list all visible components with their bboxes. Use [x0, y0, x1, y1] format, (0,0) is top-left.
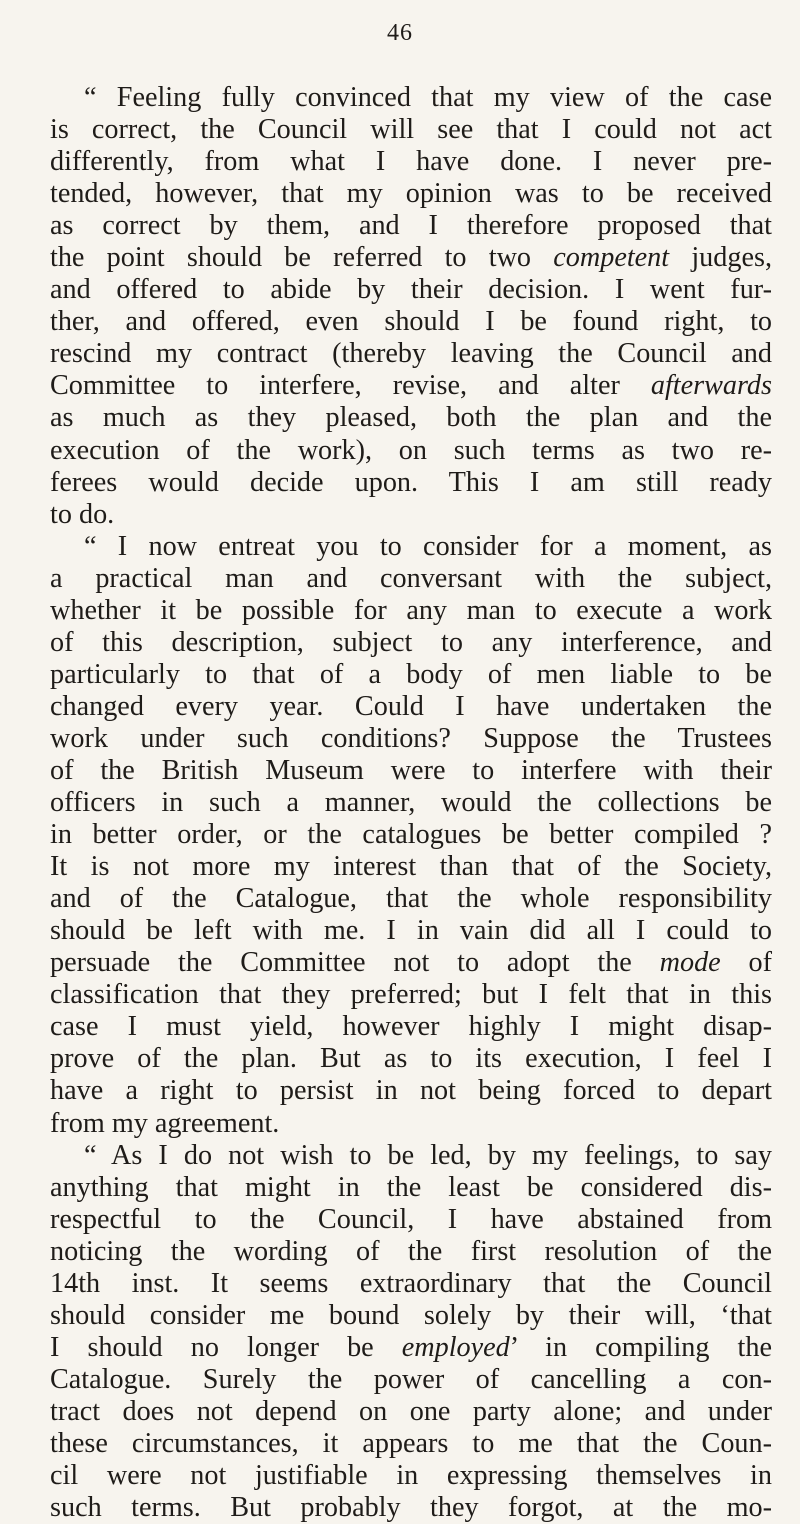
text-line [50, 114, 772, 146]
text-line [50, 146, 772, 178]
text-run: judges, [669, 242, 772, 274]
text-line [50, 1492, 772, 1524]
text-line [50, 979, 772, 1011]
text-run: these circumstances, it appears to me that the Coun- [50, 1427, 772, 1459]
text-run: as correct by them, and I therefore proposed that [50, 210, 772, 242]
text-run: differently, from what I have done. I never pre- [50, 146, 772, 178]
text-run: ’ in compiling the [509, 1331, 772, 1363]
text-run: “ Feeling fully convinced that my view of the case [84, 82, 772, 113]
text-run: I should no longer be [50, 1331, 402, 1363]
text-run: whether it be possible for any man to execute a work [50, 594, 772, 626]
text-run: tended, however, that my opinion was to be received [50, 178, 772, 210]
text-line [50, 1332, 772, 1364]
text-run: case I must yield, however highly I might disap- [50, 1011, 772, 1043]
text-run: have a right to persist in not being forced to depart [50, 1075, 772, 1107]
text-run: particularly to that of a body of men liable to be [50, 658, 772, 690]
text-run: anything that might in the least be considered dis- [50, 1171, 772, 1203]
text-run: the point should be referred to two [50, 242, 554, 274]
text-line [50, 691, 772, 723]
text-run: 14th inst. It seems extraordinary that the Council [50, 1267, 772, 1299]
text-run: respectful to the Council, I have abstained from [50, 1203, 772, 1235]
text-line [50, 1011, 772, 1043]
italic-word: competent [553, 242, 670, 274]
text-run: rescind my contract (thereby leaving the Council and [50, 338, 772, 370]
text-line [50, 1236, 772, 1268]
text-run: ferees would decide upon. This I am still ready [50, 466, 772, 498]
text-run: work under such conditions? Suppose the Trustees [50, 722, 772, 754]
text-line [50, 915, 772, 947]
text-line [50, 1043, 772, 1075]
text-line [50, 1075, 772, 1107]
text-run: and of the Catalogue, that the whole responsibility [50, 883, 772, 915]
text-line [50, 402, 772, 434]
text-run: Committee to interfere, revise, and alter [50, 370, 651, 402]
text-run: as much as they pleased, both the plan and the [50, 402, 772, 434]
text-line [50, 1172, 772, 1204]
text-line [50, 755, 772, 787]
text-line [50, 210, 772, 242]
text-run: Catalogue. Surely the power of cancelling a con- [50, 1363, 772, 1395]
text-line [50, 1428, 772, 1460]
text-run: to do. [50, 498, 115, 530]
text-line [50, 947, 772, 979]
text-line [50, 659, 772, 691]
text-run: of [720, 947, 773, 979]
text-run: cil were not justifiable in expressing themselves in [50, 1460, 772, 1492]
text-line [50, 82, 772, 114]
text-line [50, 370, 772, 402]
text-run: of this description, subject to any interference, and [50, 626, 772, 658]
text-line [50, 467, 772, 499]
text-line [50, 178, 772, 210]
italic-word: employed [401, 1331, 510, 1363]
text-line [50, 531, 772, 563]
text-run: from my agreement. [50, 1107, 280, 1139]
text-line [50, 1108, 772, 1140]
text-line [50, 338, 772, 370]
text-run: officers in such a manner, would the collections be [50, 787, 772, 819]
text-run: a practical man and conversant with the subject, [50, 562, 772, 594]
text-run: is correct, the Council will see that I could not act [50, 114, 772, 146]
text-line [50, 1204, 772, 1236]
text-run: such terms. But probably they forgot, at the mo- [50, 1492, 772, 1524]
text-line [50, 499, 772, 531]
text-line [50, 851, 772, 883]
letter-text [50, 82, 772, 1524]
text-line [50, 1140, 772, 1172]
italic-word: mode [659, 947, 721, 979]
text-run: classification that they preferred; but I felt that in this [50, 979, 772, 1011]
text-run: should consider me bound solely by their will, ‘that [50, 1299, 772, 1331]
text-line [50, 1364, 772, 1396]
text-line [50, 723, 772, 755]
text-run: persuade the Committee not to adopt the [50, 947, 660, 979]
text-line [50, 274, 772, 306]
text-run: It is not more my interest than that of the Society, [50, 851, 772, 883]
text-run: changed every year. Could I have undertaken the [50, 690, 772, 722]
text-run: noticing the wording of the first resolution of the [50, 1235, 772, 1267]
text-run: ther, and offered, even should I be found right, to [50, 306, 772, 338]
text-line [50, 1396, 772, 1428]
text-run: prove of the plan. But as to its execution, I feel I [50, 1043, 772, 1075]
text-run: “ I now entreat you to consider for a moment, as [84, 530, 772, 562]
text-line [50, 1268, 772, 1300]
text-line [50, 1460, 772, 1492]
text-line [50, 306, 772, 338]
text-run: tract does not depend on one party alone; and under [50, 1395, 772, 1427]
text-run: execution of the work), on such terms as two re- [50, 434, 772, 466]
text-line [50, 819, 772, 851]
text-line [50, 435, 772, 467]
text-run: “ As I do not wish to be led, by my feelings, to say [84, 1139, 772, 1171]
text-run: of the British Museum were to interfere with their [50, 754, 772, 786]
text-line [50, 242, 772, 274]
text-run: should be left with me. I in vain did all I could to [50, 915, 772, 947]
text-run: and offered to abide by their decision. I went fur- [50, 274, 772, 306]
italic-word: afterwards [650, 370, 772, 402]
text-run: in better order, or the catalogues be better compiled ? [50, 819, 772, 851]
text-line [50, 627, 772, 659]
page-number: 46 [387, 20, 413, 46]
text-line [50, 787, 772, 819]
text-line [50, 595, 772, 627]
text-line [50, 1300, 772, 1332]
text-line [50, 563, 772, 595]
text-line [50, 883, 772, 915]
